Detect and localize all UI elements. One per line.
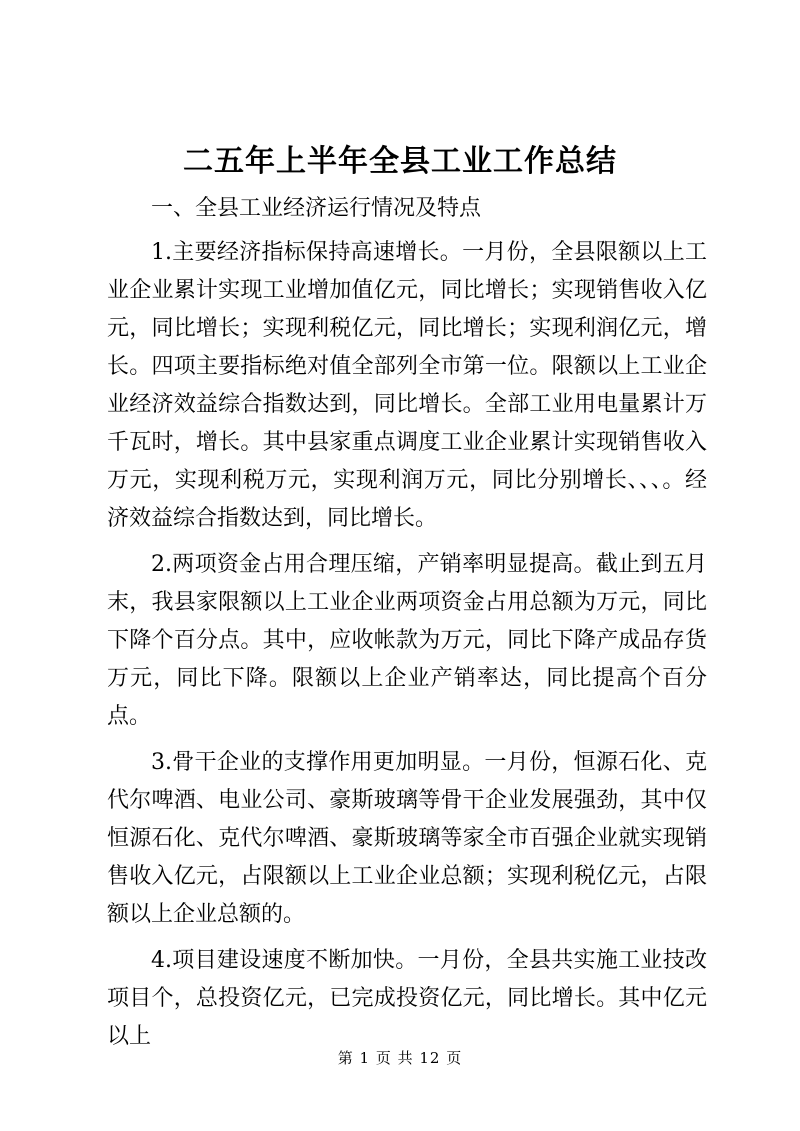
page-footer: 第 1 页 共 12 页 bbox=[337, 1049, 463, 1067]
paragraph-4: 4.项目建设速度不断加快。一月份，全县共实施工业技改项目个，总投资亿元，已完成投资亿元，同比增长。其中亿元以上 bbox=[107, 948, 707, 1049]
document-body bbox=[107, 190, 707, 1056]
paragraph-1: 1.主要经济指标保持高速增长。一月份，全县限额以上工业企业累计实现工业增加值亿元，同比增长；实现销售收入亿元，同比增长；实现利税亿元，同比增长；实现利润亿元，增长。四项主要指标绝对值全部列全市第一位。限额以上工业企业经济效益综合指数达到，同比增长。全部工业用电量累计万千瓦时，增长。其中县家重点调度工业企业累计实现销售收入万元，实现利税万元，实现利润万元，同比分别增长、、、。经济效益综合指数达到，同比增长。 bbox=[107, 240, 707, 531]
document-title: 二五年上半年全县工业工作总结 bbox=[183, 144, 617, 179]
section-heading: 一、全县工业经济运行情况及特点 bbox=[151, 196, 482, 221]
paragraph-2: 2.两项资金占用合理压缩，产销率明显提高。截止到五月末，我县家限额以上工业企业两项资金占用总额为万元，同比下降个百分点。其中，应收帐款为万元，同比下降产成品存货万元，同比下降。限额以上企业产销率达，同比提高个百分点。 bbox=[107, 552, 707, 729]
paragraph-3: 3.骨干企业的支撑作用更加明显。一月份，恒源石化、克代尔啤酒、电业公司、豪斯玻璃等骨干企业发展强劲，其中仅恒源石化、克代尔啤酒、豪斯玻璃等家全市百强企业就实现销售收入亿元，占限额以上工业企业总额；实现利税亿元，占限额以上企业总额的。 bbox=[107, 750, 707, 927]
